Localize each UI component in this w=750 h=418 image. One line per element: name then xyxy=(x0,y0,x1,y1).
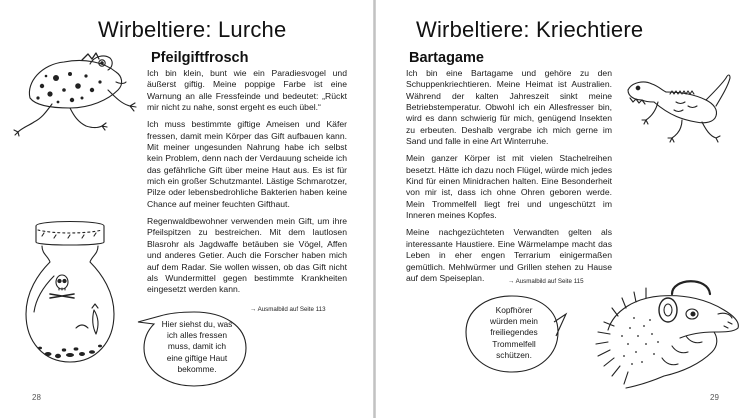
left-coloring-reference: → Ausmalbild auf Seite 113 xyxy=(250,306,326,313)
frog-illustration xyxy=(12,46,142,136)
right-page-body xyxy=(406,68,612,290)
bearded-dragon-illustration xyxy=(622,72,734,150)
right-page xyxy=(376,0,750,418)
right-speech-bubble-text xyxy=(473,305,555,361)
left-page-title: Wirbeltiere: Lurche xyxy=(98,17,287,42)
bubble-line: freiliegendes xyxy=(490,327,538,338)
bubble-line: Trommelfell xyxy=(492,338,536,349)
bubble-line: Hier siehst du, was xyxy=(161,319,233,329)
right-page-subtitle: Bartagame xyxy=(409,50,484,66)
right-page-number: 29 xyxy=(710,393,719,402)
left-page-body xyxy=(147,68,347,302)
left-page xyxy=(0,0,374,418)
dragon-with-headphones-illustration xyxy=(568,276,744,398)
left-page-subtitle: Pfeilgiftfrosch xyxy=(151,50,249,66)
poison-jar-illustration xyxy=(14,216,126,368)
right-paragraph: Mein ganzer Körper ist mit vielen Stachelreihen besetzt. Hätte ich dazu noch Flügel, würde mich jedes Kind für einen Minidrachen halten. Eine Besonderheit von mir ist, dass ich ohne Ohren geboren werde. Mein Trommelfell liegt frei und ungeschützt im Inneren meines Kopfes. xyxy=(406,153,612,221)
left-paragraph: Regenwaldbewohner verwenden mein Gift, um ihre Pfeilspitzen zu bestreichen. Mit dem lautlosen Blasrohr als Jagdwaffe betäuben sie Vögel, Affen und anderes Getier. Auch die Forscher haben mich auf dem Radar. Sie wollen wissen, ob das Gift nicht als Wundermittel gegen bestimmte Krankheiten eingesetzt werden kann. xyxy=(147,216,347,295)
left-paragraph: Ich muss bestimmte giftige Ameisen und Käfer fressen, damit mein Körper das Gift aufbauen kann. Mit meiner ungesunden Nahrung habe ich selbst kein Problem, denn nach der Verdauung scheide ich das gefährliche Gift über meine Haut aus. Es ist für mich ein großer Schutzmantel. Lästige Schmarotzer, Pilze oder lebensbedrohliche Bakterien haben keine Chance auf meiner feuchten Gifthaut. xyxy=(147,119,347,209)
bubble-line: eine giftige Haut xyxy=(166,352,228,363)
right-paragraph: Ich bin eine Bartagame und gehöre zu den Schuppenkriechtieren. Meine Heimat ist Australien. Während der kalten Jahreszeit sinkt meine Betriebstemperatur. Obwohl ich ein Allesfresser bin, wird es dann schwierig für mich, genügend Insekten zu erbeuten. Deshalb vergrabe ich mich gerne im Sand und falle in eine Art Winterruhe. xyxy=(406,68,612,147)
right-coloring-reference: → Ausmalbild auf Seite 115 xyxy=(508,278,584,285)
left-speech-bubble-text xyxy=(150,319,244,375)
right-page-title: Wirbeltiere: Kriechtiere xyxy=(416,17,644,42)
left-paragraph: Ich bin klein, bunt wie ein Paradiesvogel und äußerst giftig. Meine poppige Farbe ist eine Warnung an alle Fressfeinde und bedeutet: „Rückt mir nicht zu nahe, sonst ergeht es euch übel.“ xyxy=(147,68,347,113)
bubble-line: ich alles fressen xyxy=(166,330,228,341)
bubble-line: muss, damit ich xyxy=(167,341,227,352)
left-page-number: 28 xyxy=(32,393,41,402)
bubble-line: schützen. xyxy=(496,349,532,360)
bubble-line: Kopfhörer xyxy=(495,305,533,315)
bubble-line: bekomme. xyxy=(177,363,217,374)
bubble-line: würden mein xyxy=(490,316,538,327)
right-paragraph: Meine nachgezüchteten Verwandten gelten als interessante Haustiere. Eine Wärmelampe macht das Leben in eher engen Terrarium einigermaßen gemütlich. Mehlwürmer und Grillen stehen zu Hause auf dem Speiseplan. xyxy=(406,227,612,283)
